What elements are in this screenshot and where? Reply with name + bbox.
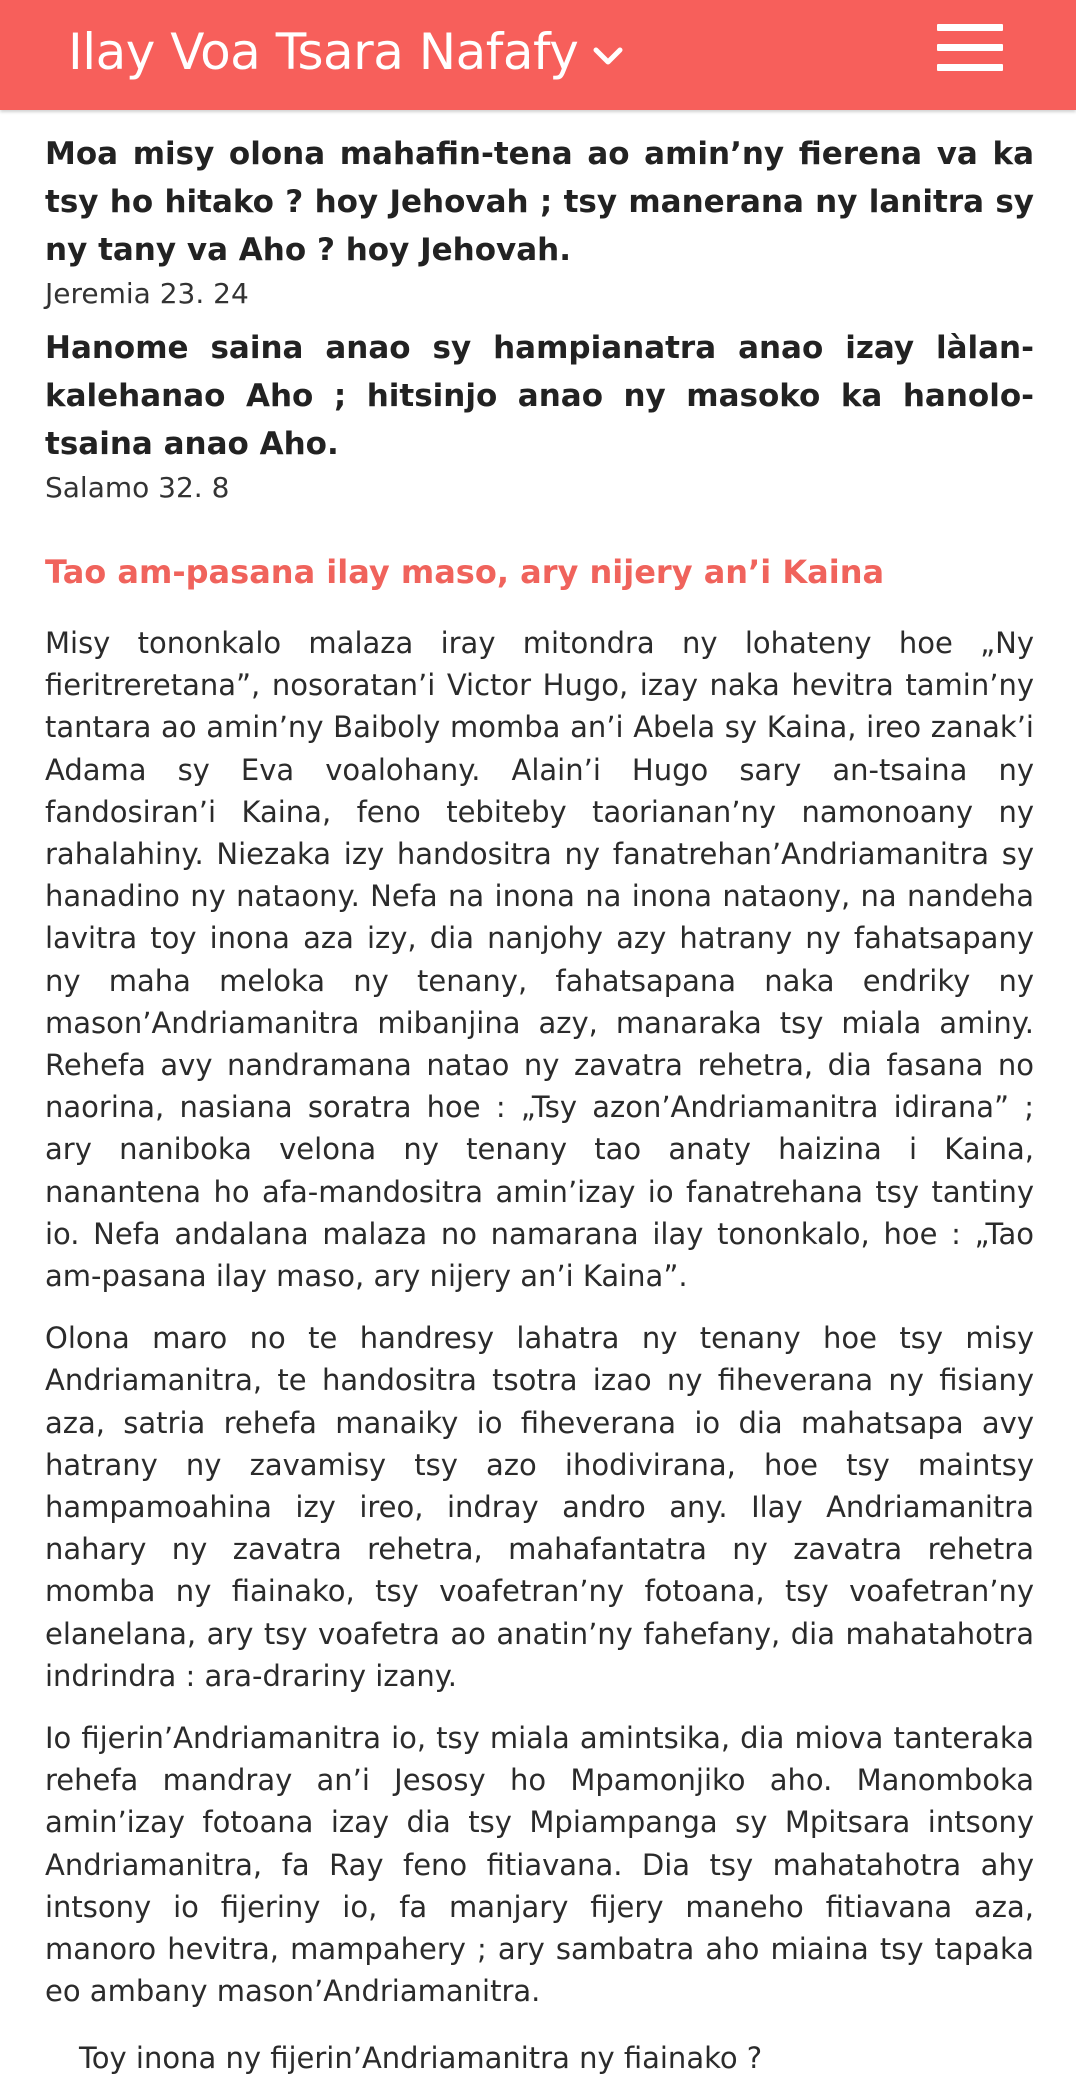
main-content [45,130,1034,2079]
verse-reference: Salamo 32. 8 [45,471,230,504]
article-paragraph: Olona maro no te handresy lahatra ny tenany hoe tsy misy Andriamanitra, te handositra tsotra izao ny fiheverana ny fisiany aza, satria rehefa manaiky io fiheverana io dia mahatsapa avy hatrany ny zavamisy tsy azo ihodivirana, hoe tsy maintsy hampamoahina izy ireo, indray andro any. Ilay Andriamanitra nahary ny zavatra rehetra, mahafantatra ny zavatra rehetra momba ny fiainako, tsy voafetran’ny fotoana, tsy voafetran’ny elanelana, ary tsy voafetra ao anatin’ny fahefany, dia mahatahotra indrindra : ara-drariny izany. [45,1321,1034,1693]
verse-text: Hanome saina anao sy hampianatra anao izay làlan-kalehanao Aho ; hitsinjo anao ny masoko ka hanolo-tsaina anao Aho. [45,330,1034,462]
verse-reference: Jeremia 23. 24 [45,277,249,310]
article-paragraph: Io fijerin’Andriamanitra io, tsy miala amintsika, dia miova tanteraka rehefa mandray an’i Jesosy ho Mpamonjiko aho. Manomboka amin’izay fotoana izay dia tsy Mpiampanga sy Mpitsara intsony Andriamanitra, fa Ray feno fitiavana. Dia tsy mahatahotra ahy intsony io fijeriny io, fa manjary fijery maneho fitiavana aza, manoro hevitra, mampahery ; ary sambatra aho miaina tsy tapaka eo ambany mason’Andriamanitra. [45,1721,1034,2009]
verse-block [45,130,1034,314]
reflection-question: Toy inona ny fijerin’Andriamanitra ny fiainako ? [79,2040,763,2075]
article-paragraph: Misy tononkalo malaza iray mitondra ny lohateny hoe „Ny fieritreretana”, nosoratan’i Victor Hugo, izay naka hevitra tamin’ny tantara ao amin’ny Baiboly momba an’i Abela sy Kaina, ireo zanak’i Adama sy Eva voalohany. Alain’i Hugo sary an-tsaina ny fandosiran’i Kaina, feno tebiteby taorianan’ny namonoany ny rahalahiny. Niezaka izy handositra ny fanatrehan’Andriamanitra sy hanadino ny nataony. Nefa na inona na inona nataony, na nandeha lavitra toy inona aza izy, dia nanjohy azy hatrany ny fahatsapany ny maha meloka ny tenany, fahatsapana naka endriky ny mason’Andriamanitra mibanjina azy, manaraka tsy miala aminy. Rehefa avy nandramana natao ny zavatra rehetra, dia fasana no naorina, nasiana soratra hoe : „Tsy azon’Andriamanitra idirana” ; ary naniboka velona ny tenany tao anaty haizina i Kaina, nanantena ho afa-mandositra amin’izay io fanatrehana tsy tantiny io. Nefa andalana malaza no namarana ilay tononkalo, hoe : „Tao am-pasana ilay maso, ary nijery an’i Kaina”. [45,626,1034,1294]
app-header [0,0,1076,110]
chevron-down-icon [588,36,628,76]
article-title: Tao am-pasana ilay maso, ary nijery an’i Kaina [45,553,885,591]
verse-block [45,324,1034,508]
verse-text: Moa misy olona mahafin-tena ao amin’ny fierena va ka tsy ho hitako ? hoy Jehovah ; tsy manerana ny lanitra sy ny tany va Aho ? hoy Jehovah. [45,136,1034,268]
app-title-dropdown[interactable] [68,12,628,92]
app-title: Ilay Voa Tsara Nafafy [68,23,579,81]
hamburger-menu-icon[interactable] [937,24,1003,74]
